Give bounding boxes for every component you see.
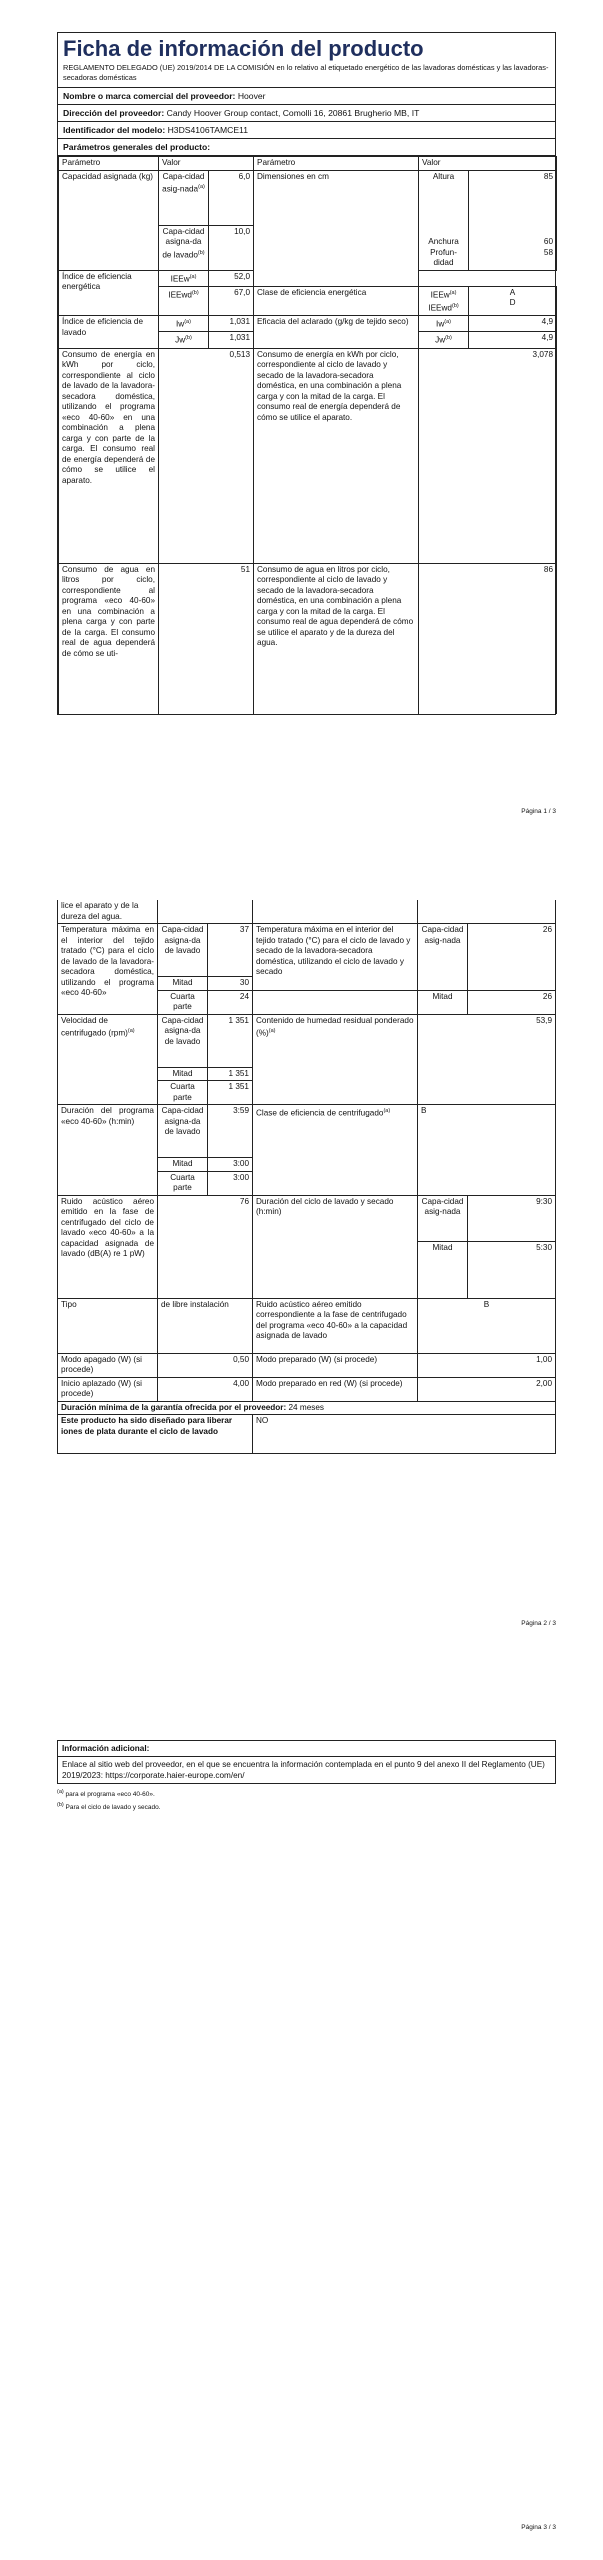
temp-wd-half-label: Mitad: [418, 990, 468, 1014]
jw2-label: [419, 332, 469, 348]
table-row: [59, 170, 557, 225]
document-title: Ficha de información del producto: [63, 36, 424, 61]
noise-value: 76: [158, 1195, 253, 1298]
eei-wd-value: 67,0: [209, 286, 254, 315]
footnote-a-mark: (a): [57, 1789, 64, 1795]
empty-cell: [253, 900, 418, 924]
silver-ions-value: NO: [253, 1415, 556, 1454]
spin-half-value: 1 351: [208, 1067, 253, 1081]
footnote-b-text: Para el ciclo de lavado y secado.: [65, 1804, 161, 1812]
eei-w-label: [159, 270, 209, 286]
moisture-label-text: Contenido de humedad residual ponderado (%): [256, 1015, 414, 1038]
duration-wd-half-value: 5:30: [468, 1241, 556, 1298]
table-row: [58, 1377, 556, 1401]
duration-half-label: Mitad: [158, 1158, 208, 1172]
iw2-label-text: Iw: [436, 319, 445, 329]
noise-class-label: Ruido acústico aéreo emitido correspondiente a la fase de centrifugado del programa «eco 40-60» a la capacidad asignada de lavado: [253, 1298, 418, 1353]
header-param-2: Parámetro: [254, 157, 419, 171]
rinse-label: Eficacia del aclarado (g/kg de tejido seco): [254, 316, 419, 348]
footnote-mark-a: (a): [198, 184, 205, 190]
header-value: Valor: [159, 157, 254, 171]
additional-info-heading: Información adicional:: [58, 1741, 555, 1757]
jw-value: 1,031: [209, 332, 254, 348]
address-label: Dirección del proveedor:: [63, 108, 165, 118]
warranty-value: 24 meses: [288, 1402, 324, 1412]
jw2-value: 4,9: [469, 332, 557, 348]
eclass-wd-value: D: [509, 298, 516, 308]
address-value: Candy Hoover Group contact, Comolli 16, 20861 Brugherio MB, IT: [166, 108, 420, 118]
temp-w-quarter-value: 24: [208, 990, 253, 1014]
empty-cell: [158, 900, 253, 924]
model-row: [58, 121, 555, 138]
general-params-label: Parámetros generales del producto:: [63, 142, 211, 152]
supplier-value: Hoover: [237, 91, 266, 101]
supplier-label: Nombre o marca comercial del proveedor:: [63, 91, 236, 101]
standby-value: 1,00: [418, 1353, 556, 1377]
eei-wd-label-text: IEEwd: [168, 290, 192, 300]
page-1-frame: [57, 32, 556, 715]
footnote-b-mark: (b): [57, 1802, 64, 1809]
network-standby-label: Modo preparado en red (W) (si procede): [253, 1377, 418, 1401]
width-value: [469, 225, 557, 270]
energy-w-value: 0,513: [159, 348, 254, 563]
temp-w-sub: Capa-cidad asigna-da de lavado: [158, 924, 208, 977]
noise-class-value: B: [418, 1298, 556, 1353]
footnote-mark-b: (b): [185, 335, 192, 342]
standby-label: Modo preparado (W) (si procede): [253, 1353, 418, 1377]
duration-sub: Capa-cidad asigna-da de lavado: [158, 1105, 208, 1158]
table-row: [58, 1195, 556, 1241]
duration-value: 3:59: [208, 1105, 253, 1158]
supplier-row: [58, 87, 555, 104]
off-mode-label: Modo apagado (W) (si procede): [58, 1353, 158, 1377]
capacity-label: Capacidad asignada (kg): [59, 170, 159, 270]
energy-wd-value: 3,078: [419, 348, 557, 563]
eei-w-label-text: IEEw: [170, 274, 190, 284]
spin-sub: Capa-cidad asigna-da de lavado: [158, 1014, 208, 1067]
footnote-mark-a: (a): [184, 319, 191, 326]
footnote-mark-a: (a): [268, 1028, 276, 1034]
table-row: [58, 1415, 556, 1454]
footnote-a: [57, 1787, 556, 1800]
footnote-mark-a: (a): [189, 273, 197, 280]
temp-wd-label: Temperatura máxima en el interior del tejido tratado (°C) para el ciclo de lavado y secado de la lavadora-secadora doméstica, utilizando el ciclo de lavado y secado: [253, 924, 418, 991]
warranty-row: [58, 1401, 556, 1415]
water-w-value: 51: [159, 563, 254, 714]
spin-label: [58, 1014, 158, 1105]
spin-quarter-value: 1 351: [208, 1081, 253, 1105]
spin-quarter-label: Cuarta parte: [158, 1081, 208, 1105]
capacity-dry-sub: [159, 225, 209, 270]
network-standby-value: 2,00: [418, 1377, 556, 1401]
off-mode-value: 0,50: [158, 1353, 253, 1377]
temp-w-label: Temperatura máxima en el interior del tejido tratado (°C) para el ciclo de lavado de la lavadora-secadora doméstica, utilizando el programa «eco 40-60»: [58, 924, 158, 1015]
height-value: 85: [469, 170, 557, 225]
footnote-mark-b: (b): [451, 302, 459, 309]
table-row: [59, 563, 557, 714]
spin-class-label: [253, 1105, 418, 1196]
eei-w-value: 52,0: [209, 270, 254, 286]
type-value: de libre instalación: [158, 1298, 253, 1353]
table-row: [58, 1298, 556, 1353]
iw-label-text: Iw: [176, 319, 185, 329]
noise-label: Ruido acústico aéreo emitido en la fase de centrifugado del ciclo de lavado «eco 40-60» a la capacidad asignada de lavado (dB(A) re 1 pW): [58, 1195, 158, 1298]
eclass-w-label: [419, 286, 469, 315]
page-number-2: Página 2 / 3: [521, 1620, 556, 1627]
iw2-value: 4,9: [469, 316, 557, 332]
eclass-w-label-text: IEEw: [430, 290, 450, 300]
eclass-w-value: [469, 286, 557, 315]
regulation-text: REGLAMENTO DELEGADO (UE) 2019/2014 DE LA COMISIÓN en lo relativo al etiquetado energético de las lavadoras domésticas y las lavadoras-secadoras domésticas: [63, 63, 549, 82]
eei-wd-label: [159, 286, 209, 315]
spec-table-page-2: [57, 900, 556, 1454]
duration-wd-value: 9:30: [468, 1195, 556, 1241]
duration-quarter-label: Cuarta parte: [158, 1171, 208, 1195]
eei-label: Índice de eficiencia energética: [59, 270, 159, 316]
capacity-wash-sub-text: Capa-cidad asig-nada: [162, 171, 205, 194]
height-label: Altura: [419, 170, 469, 225]
water-wd-value: 86: [419, 563, 557, 714]
jw-label-text: Jw: [175, 336, 186, 346]
table-row: [58, 924, 556, 977]
header-value-2: Valor: [419, 157, 557, 171]
empty-cell: [418, 900, 556, 924]
delay-start-value: 4,00: [158, 1377, 253, 1401]
address-row: [58, 104, 555, 121]
moisture-label: [253, 1014, 418, 1105]
table-row: [58, 1105, 556, 1158]
spin-class-label-text: Clase de eficiencia de centrifugado: [256, 1108, 384, 1118]
footnote-mark-b: (b): [197, 249, 205, 256]
spin-class-value: B: [418, 1105, 556, 1196]
footnote-b: [57, 1800, 556, 1813]
footnote-mark-a: (a): [444, 319, 451, 326]
duration-quarter-value: 3:00: [208, 1171, 253, 1195]
table-row: [59, 316, 557, 332]
water-w-label: Consumo de agua en litros por ciclo, correspondiente al programa «eco 40-60» en una combinación a plena carga y con parte de la carga. El consumo real de agua dependerá de cómo se uti-: [59, 563, 159, 714]
temp-wd-half-value: 26: [468, 990, 556, 1014]
spin-value: 1 351: [208, 1014, 253, 1067]
header-param: Parámetro: [59, 157, 159, 171]
spin-label-text: Velocidad de centrifugado (rpm): [61, 1015, 128, 1038]
width-value-text: 60: [543, 237, 554, 246]
capacity-dry-value: 10,0: [209, 225, 254, 270]
temp-w-half-value: 30: [208, 977, 253, 991]
capacity-wash-sub: [159, 170, 209, 225]
water-continued: lice el aparato y de la dureza del agua.: [58, 900, 158, 924]
table-row: [59, 348, 557, 563]
duration-label: Duración del programa «eco 40-60» (h:min): [58, 1105, 158, 1196]
depth-value: 58: [543, 247, 554, 257]
delay-start-label: Inicio aplazado (W) (si procede): [58, 1377, 158, 1401]
moisture-value: 53,9: [418, 1014, 556, 1105]
spec-table-page-1: [58, 156, 557, 714]
dimensions-label: Dimensiones en cm: [254, 170, 419, 286]
silver-ions-label: Este producto ha sido diseñado para liberar iones de plata durante el ciclo de lavado: [58, 1415, 253, 1454]
footnote-mark-b: (b): [191, 289, 199, 296]
page-number-3: Página 3 / 3: [521, 2524, 556, 2531]
footnote-mark-a: (a): [383, 1108, 391, 1114]
model-value: H3DS4106TAMCE11: [167, 125, 248, 135]
page-3: [57, 1740, 556, 2531]
model-label: Identificador del modelo:: [63, 125, 166, 135]
table-header-row: [59, 157, 557, 171]
eclass-w-value-text: A: [509, 287, 516, 297]
duration-wd-half-label: Mitad: [418, 1241, 468, 1298]
depth-label: Profun-didad: [430, 247, 457, 267]
footnote-mark-a: (a): [449, 289, 457, 296]
width-label: [419, 225, 469, 270]
duration-wd-sub: Capa-cidad asig-nada: [418, 1195, 468, 1241]
table-row: [58, 900, 556, 924]
footnotes: [57, 1784, 556, 1813]
temp-w-value: 37: [208, 924, 253, 977]
type-label: Tipo: [58, 1298, 158, 1353]
energy-w-label: Consumo de energía en kWh por ciclo, correspondiente al ciclo de lavado de la lavadora-secadora doméstica, utilizando el programa «eco 40-60» en una combinación a plena carga y con parte de la carga. El consumo real de energía dependerá de cómo se utilice el aparato.: [59, 348, 159, 563]
iw-label: [159, 316, 209, 332]
spin-half-label: Mitad: [158, 1067, 208, 1081]
temp-wd-sub: Capa-cidad asig-nada: [418, 924, 468, 991]
page-number-1: Página 1 / 3: [521, 808, 556, 815]
footnote-mark-a: (a): [127, 1028, 135, 1034]
additional-info-body: Enlace al sitio web del proveedor, en el que se encuentra la información contemplada en el punto 9 del anexo II del Reglamento (UE) 2019/2023: https://corporate.haier-europe.com/en/: [62, 1760, 545, 1780]
eclass-wd-label: IEEwd: [428, 303, 452, 313]
jw2-label-text: Jw: [435, 336, 446, 346]
wash-index-label: Índice de eficiencia de lavado: [59, 316, 159, 348]
page-1: [57, 32, 556, 815]
width-label-text: Anchura: [428, 237, 459, 246]
table-row: [58, 1401, 556, 1415]
footnote-a-text: para el programa «eco 40-60».: [65, 1791, 155, 1799]
iw2-label: [419, 316, 469, 332]
water-wd-label: Consumo de agua en litros por ciclo, correspondiente al ciclo de lavado y secado de la lavadora-secadora doméstica, en una combinación a plena carga y con la mitad de la carga. El consumo real de agua dependerá de cómo se utilice el aparato y de la dureza del agua.: [254, 563, 419, 714]
additional-info-box: [57, 1740, 556, 1784]
warranty-label: Duración mínima de la garantía ofrecida por el proveedor:: [61, 1402, 287, 1412]
page-2: [57, 900, 556, 1627]
table-row: [58, 1353, 556, 1377]
temp-w-half-label: Mitad: [158, 977, 208, 991]
iw-value: 1,031: [209, 316, 254, 332]
duration-wd-label: Duración del ciclo de lavado y secado (h:min): [253, 1195, 418, 1298]
footnote-mark-b: (b): [445, 335, 452, 342]
table-row: [58, 1014, 556, 1067]
eclass-label: Clase de eficiencia energética: [254, 286, 419, 315]
capacity-wash-value: 6,0: [209, 170, 254, 225]
jw-label: [159, 332, 209, 348]
duration-half-value: 3:00: [208, 1158, 253, 1172]
temp-w-quarter-label: Cuarta parte: [158, 990, 208, 1014]
energy-wd-label: Consumo de energía en kWh por ciclo, correspondiente al ciclo de lavado y secado de la lavadora-secadora doméstica, en una combinación a plena carga y con la mitad de la carga. El consumo real de energía dependerá de cómo se utilice el aparato.: [254, 348, 419, 563]
general-params-row: [58, 138, 555, 156]
temp-wd-value: 26: [468, 924, 556, 991]
empty-cell: [253, 990, 418, 1014]
capacity-dry-sub-text: Capa-cidad asigna-da de lavado: [162, 226, 205, 260]
